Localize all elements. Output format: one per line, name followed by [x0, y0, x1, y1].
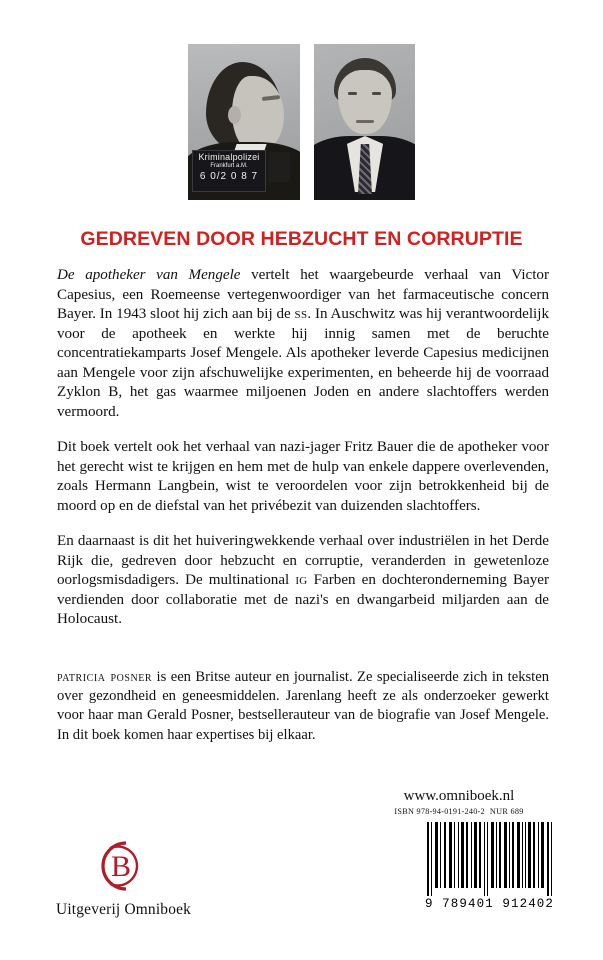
- barcode: [423, 822, 556, 916]
- placard-city-line: Frankfurt a.M.: [210, 163, 248, 170]
- mugshot-placard: [192, 150, 266, 192]
- blurb-paragraph-1: [57, 266, 549, 422]
- cover-headline: GEDREVEN DOOR HEBZUCHT EN CORRUPTIE: [80, 228, 523, 250]
- blurb-p1-rest: vertelt het waargebeurde verhaal van Victor Capesius, een Roemeense vertegenwoordiger van het farmaceutische concern Bayer. In 1943 sloot hij zich aan bij de: [57, 267, 549, 322]
- barcode-digits: 9 789401 912402: [424, 897, 555, 911]
- author-bio-block: [57, 668, 549, 745]
- portrait-mouth: [356, 120, 374, 123]
- publisher-web-block: [359, 788, 559, 816]
- omniboek-logo-icon: [80, 838, 166, 894]
- omniboek-logo-letter: B: [110, 850, 132, 883]
- blurb-text: [57, 266, 549, 630]
- omniboek-logo-svg: [80, 838, 166, 894]
- blurb-p1-tail: . In Auschwitz was hij verantwoordelijk voor de apotheek en werkte hij innig samen met de beruchte concentratiekamparts Josef Mengele. Als apotheker leverde Capesius medicijnen aan Mengele voor zijn afschuwelijke experimenten, en beheerde hij de voorraad Zyklon B, het gas waarmee miljoenen Joden en andere slachtoffers werden vermoord.: [57, 306, 549, 420]
- author-bio-text: is een Britse auteur en journalist. Ze specialiseerde zich in teksten over gezondheid en geneesmiddelen. Jarenlang heeft ze als onderzoeker gewerkt voor haar man Gerald Posner, bestsellerauteur van de biografie van Josef Mengele. In dit boek komen haar expertises bij elkaar.: [57, 669, 549, 743]
- mugshot-ear: [228, 106, 241, 124]
- book-title-mention: De apotheker van Mengele: [57, 267, 241, 283]
- ss-abbreviation: ss: [294, 306, 308, 322]
- portrait-photo: [314, 44, 415, 200]
- isbn-label: ISBN: [394, 807, 415, 816]
- portrait-eye-left: [348, 92, 357, 95]
- cover-photos: [0, 44, 603, 200]
- portrait-eye-right: [372, 92, 381, 95]
- placard-authority-line: Kriminalpolizei: [198, 152, 260, 162]
- isbn-number: 978-94-0191-240-2: [416, 807, 485, 816]
- barcode-bars: [423, 822, 556, 896]
- ig-farben-abbreviation: ig: [295, 572, 308, 588]
- blurb-p3-b: Farben en dochteronderneming Bayer verdienden door collaboratie met de nazi's en dwangarbeid miljarden aan de Holocaust.: [57, 572, 549, 627]
- mugshot-placard-holder: [268, 152, 290, 182]
- publisher-block: [56, 838, 286, 919]
- author-bio-paragraph: [57, 668, 549, 745]
- author-name: patricia posner: [57, 669, 153, 685]
- placard-number-line: 6 0/2 0 8 7: [199, 170, 259, 182]
- nur-code: NUR 689: [489, 807, 524, 816]
- mugshot-photo: [188, 44, 300, 200]
- publisher-name: Uitgeverij Omniboek: [56, 901, 192, 918]
- blurb-paragraph-3: [57, 532, 549, 630]
- publisher-website[interactable]: www.omniboek.nl: [403, 788, 515, 804]
- blurb-p3-a: En daarnaast is dit het huiveringwekkende verhaal over industriëlen in het Derde Rijk die, gedreven door hebzucht en corruptie, veranderden in gewetenloze oorlogsmisdadigers. De multinational: [57, 533, 549, 588]
- blurb-paragraph-2: Dit boek vertelt ook het verhaal van nazi-jager Fritz Bauer die de apotheker voor het gerecht wist te krijgen en hem met de hulp van enkele dappere overlevenden, zoals Hermann Langbein, wist te veroordelen voor zijn betrokkenheid bij de moord op en de diefstal van het privébezit van duizenden slachtoffers.: [57, 439, 549, 514]
- isbn-line: [359, 807, 559, 816]
